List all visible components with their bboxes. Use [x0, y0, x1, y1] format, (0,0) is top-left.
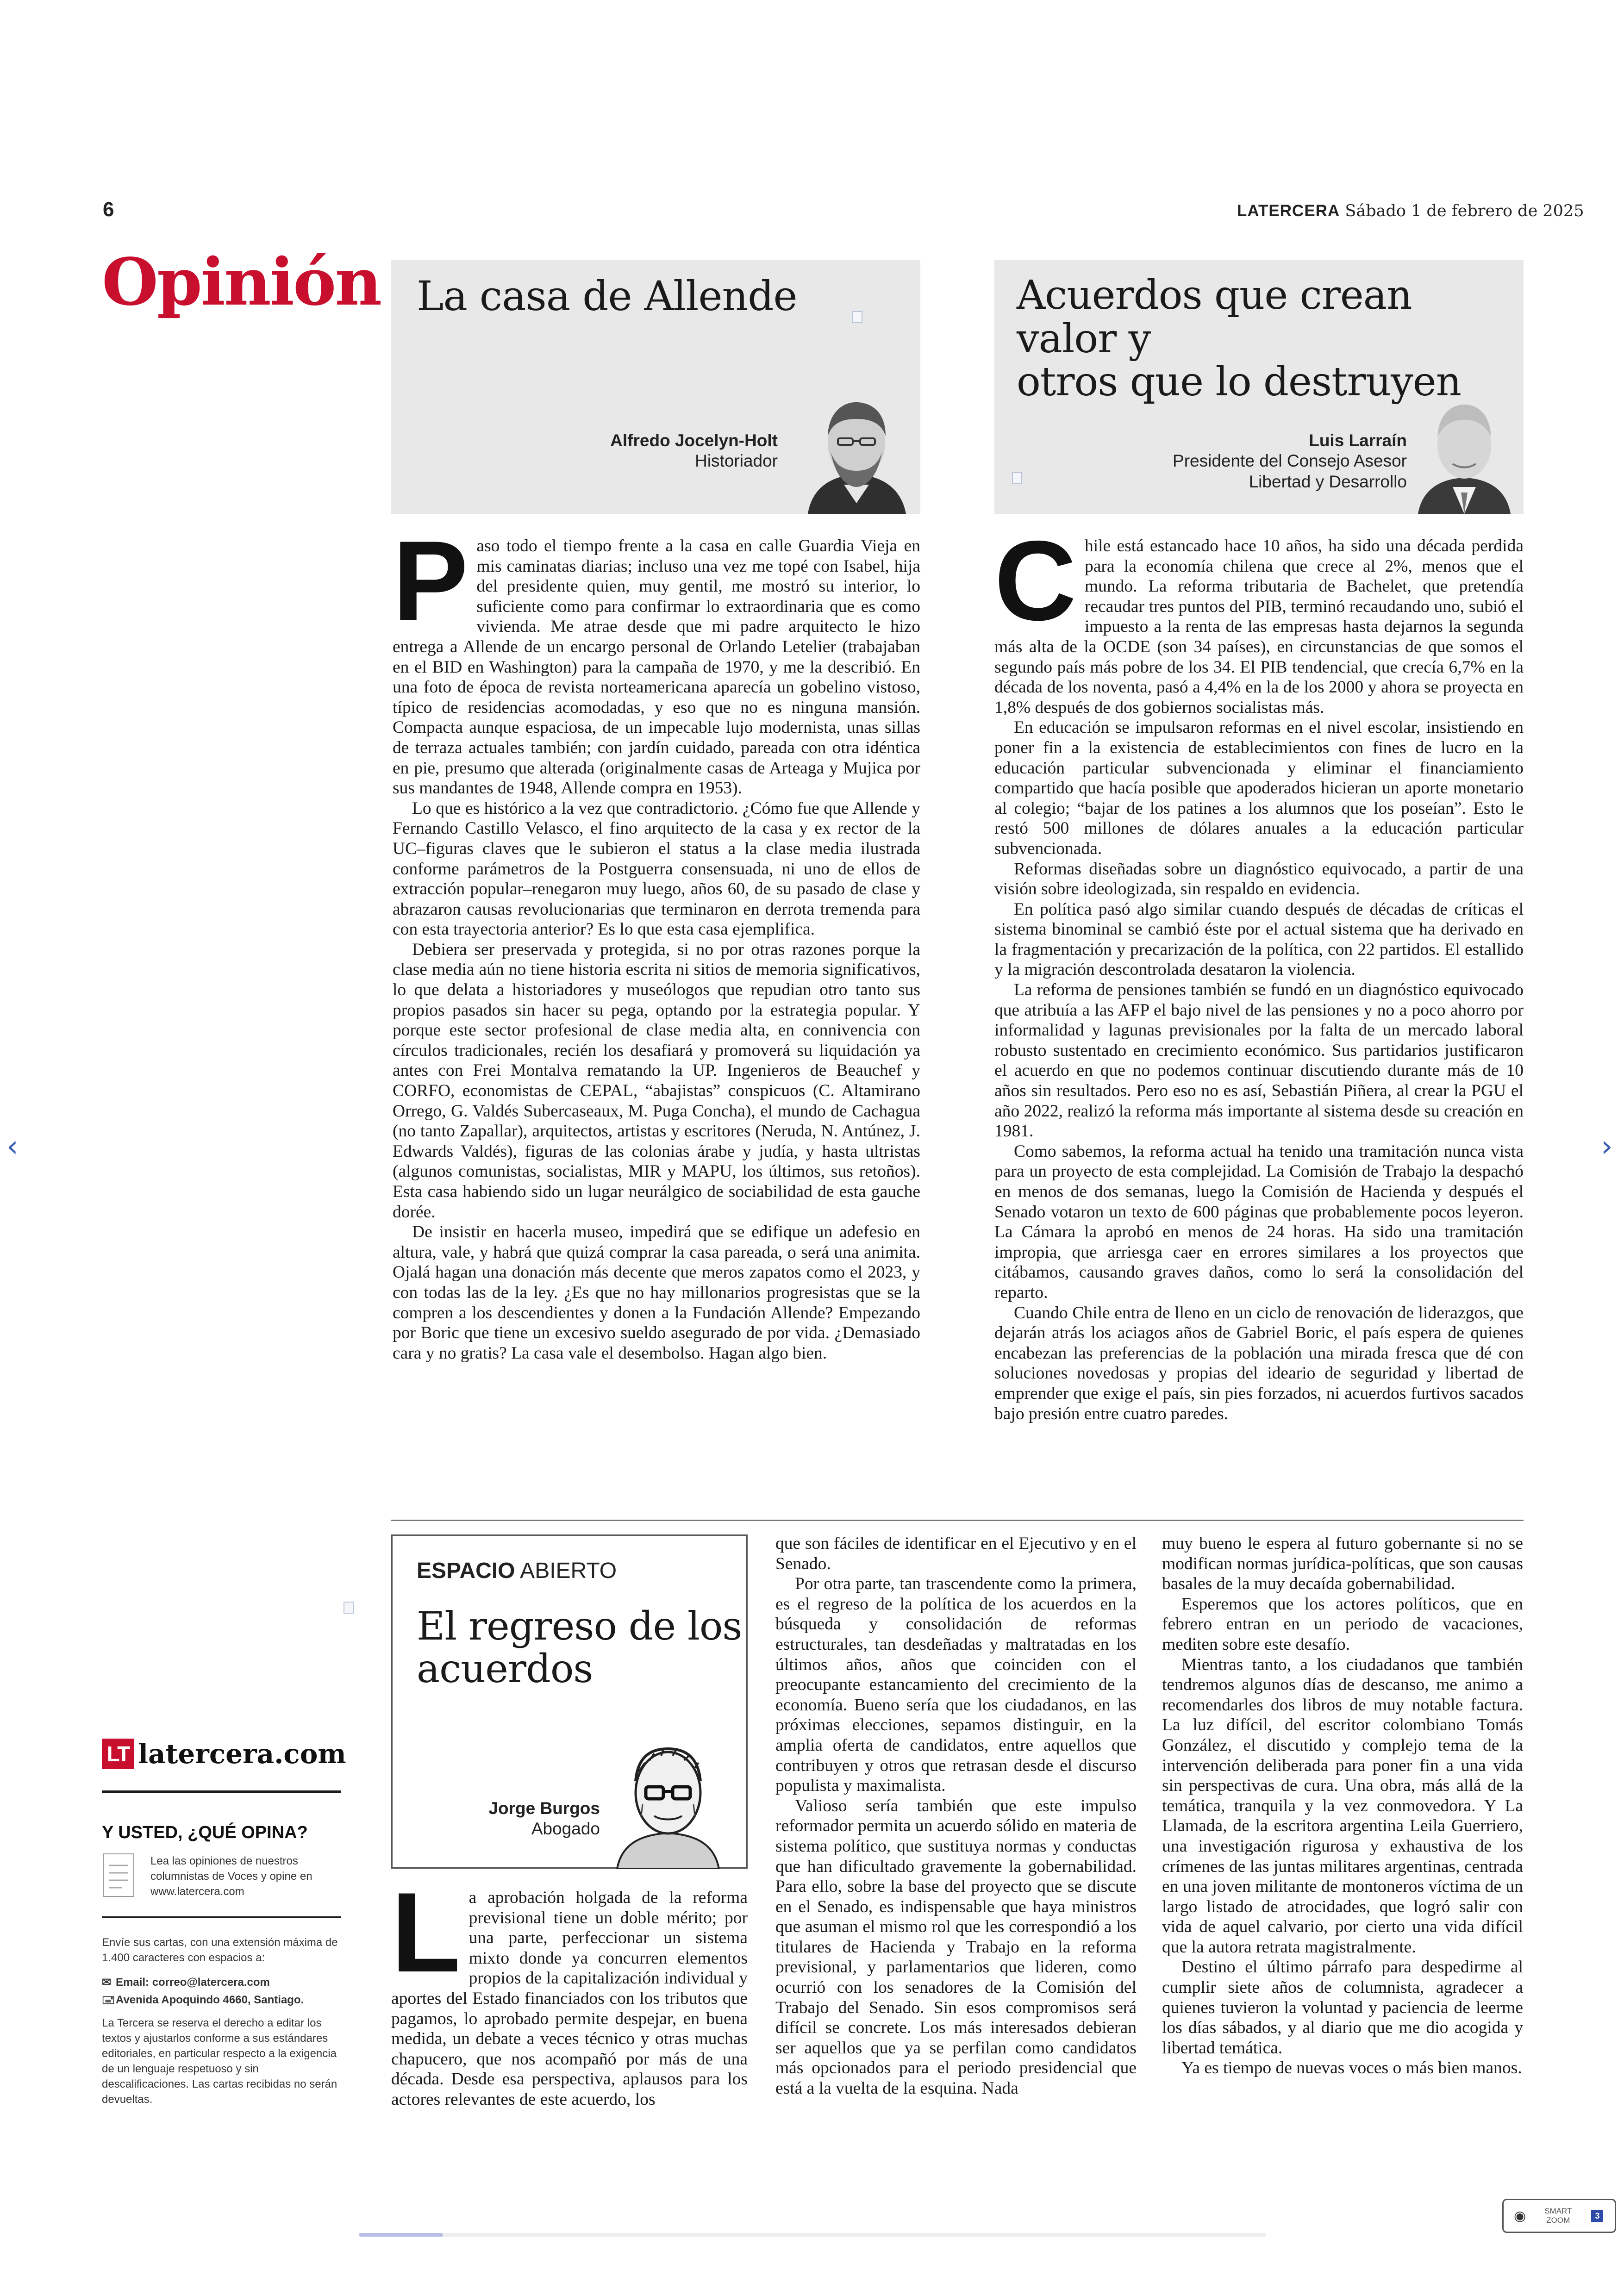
column-title-line: acuerdos	[417, 1646, 593, 1691]
sidebar-heading: Y USTED, ¿QUÉ OPINA?	[102, 1823, 308, 1842]
sidebar-email-row[interactable]	[102, 1975, 343, 1990]
column-title	[1017, 274, 1524, 404]
next-page-button[interactable]	[1601, 1129, 1613, 1164]
section-title: Opinión	[102, 244, 381, 320]
document-icon	[103, 1853, 134, 1897]
issue-date: Sábado 1 de febrero de 2025	[1345, 202, 1584, 220]
author-portrait	[1416, 394, 1513, 514]
column-header-box-2	[994, 260, 1524, 514]
column-title-line: El regreso de los	[417, 1603, 742, 1649]
image-placeholder-icon	[344, 1602, 354, 1614]
byline	[406, 1798, 600, 1840]
column-body-2	[994, 517, 1524, 1424]
author-portrait	[803, 392, 910, 514]
sidebar-rule	[102, 1790, 341, 1793]
paragraph: En educación se impulsaron reformas en el nivel escolar, insistiendo en poner fin a la existencia de establecimientos con fines de lucro en la educación particular subvencionada y eliminar el financiamiento compartido que hacía posible que apoderados hicieran un aporte monetario al colegio; “bajar de los patines a los alumnos que los poseían”. Esto le restó 500 millones de dólares anuales a la educación particular subvencionada.	[994, 718, 1524, 858]
sidebar-invite: Lea las opiniones de nuestros columnistas de Voces y opine en www.latercera.com	[150, 1855, 312, 1898]
drop-cap: C	[994, 517, 1076, 644]
logo-badge: LT	[102, 1739, 134, 1769]
kicker-rest: ABIERTO	[515, 1559, 617, 1583]
espacio-body-col-b	[775, 1534, 1137, 2099]
mail-icon: 🖃	[102, 1994, 115, 2006]
author-name: Luis Larraín	[1309, 431, 1407, 450]
sidebar-email: Email: correo@latercera.com	[116, 1976, 270, 1989]
author-name: Jorge Burgos	[488, 1799, 600, 1818]
paragraph: Mientras tanto, a los ciudadanos que también tendremos algunos días de descanso, me animo a recomendarles dos libros de muy notable factura. La luz difícil, del escritor colombiano Tomás González, el discutido y complejo tema de la intervención deliberada para poner fin a una vida sin perspectivas de cura. Una obra, más allá de la temática, tranquila y la vez conmovedora. Y La Llamada, de la escritora argentina Leila Guerriero, una investigación rigurosa y exhaustiva de los crímenes de las juntas militares argentinas, centrada en una joven militante de montoneros víctima de un largo listado de atrocidades, que logró salir con vida de aquel calvario, por cierto una vida difícil que la autora retrata magistralmente.	[1162, 1655, 1523, 1957]
chevron-right-icon: ›	[1601, 1129, 1613, 1164]
byline	[1083, 430, 1407, 492]
author-role: Libertad y Desarrollo	[1249, 472, 1407, 491]
sidebar-cartas: Envíe sus cartas, con una extensión máxima de 1.400 caracteres con espacios a:	[102, 1936, 338, 1964]
paragraph: Valioso sería también que este impulso reformador permita un acuerdo sólido en materia de sistema político, que sustituya normas y conductas que han dificultado gravemente la gobernabilidad. Para ello, sobre la base del proyecto que se discute en el Senado, es indispensable que haya ministros que asuman el mismo rol que les correspondió a los titulares de Hacienda y Trabajo en la reforma previsional, y parlamentarios que lideren, como ocurrió con los senadores de la Comisión del Trabajo del Senado. Sin esos compromisos será difícil se concrete. Los más interesados debieran ser aquellos que ya se perfilan como candidatos más opcionados para el periodo presidencial que está a la vuelta de la esquina. Nada	[775, 1796, 1137, 2098]
column-title-line: Acuerdos que crean valor y	[1017, 272, 1412, 362]
page-number: 6	[103, 198, 114, 221]
paragraph: a aprobación holgada de la reforma previsional tiene un doble mérito; por una parte, perfeccionar un sistema mixto donde ya concurren elementos propios de la capitalización individual y aportes del Estado financiados con los tributos que pagamos, lo aprobado permite despejar, en buena medida, un debate a veces técnico y otras muchas chapucero, que nos acompañó por más de una década. Desde esa perspectiva, aplausos para los actores relevantes de este acuerdo, los	[391, 1888, 748, 2109]
paragraph: Lo que es histórico a la vez que contradictorio. ¿Cómo fue que Allende y Fernando Castillo Velasco, el fino arquitecto de la casa y ex rector de la UC–figuras claves que le subieron el status a la clase media ilustrada conforme parámetros de la Postguerra consensuada, ni uno de ellos de extracción popular–renegaron muy luego, años 60, de su pasado de clase y abrazaron causas revolucionarias que terminaron en derrota tremenda para con esta trayectoria anterior? Es lo que esta casa ejemplifica.	[393, 798, 920, 939]
author-role: Historiador	[695, 451, 778, 471]
author-role: Presidente del Consejo Asesor	[1173, 451, 1407, 471]
eye-icon: ◉	[1514, 2208, 1526, 2224]
image-placeholder-icon	[1012, 472, 1022, 484]
paragraph: En política pasó algo similar cuando después de décadas de críticas el sistema binominal se cambió éste por el actual sistema que ha derivado en la fragmentación y precarización de la política, con 22 partidos. El estallido y la migración descontrolada desataron la violencia.	[994, 899, 1524, 979]
sidebar-address-row	[102, 1992, 343, 2008]
column-title: La casa de Allende	[417, 272, 797, 320]
sidebar-disclaimer: La Tercera se reserva el derecho a editar los textos y ajustarlos conforme a sus estándares editoriales, en particular respecto a la exigencia de un lenguaje respetuoso y sin descalificaciones. Las cartas recibidas no serán devueltas.	[102, 2017, 337, 2106]
paragraph: De insistir en hacerla museo, impedirá que se edifique un adefesio en altura, vale, y habrá que quizá comprar la casa pareada, o será una animita. Ojalá hagan una donación más decente que meros zapatos como el 2023, y con todas las de la ley. ¿Es que no hay millonarios progresistas que se la compren a los descendientes y donen a la Fundación Allende? Empezando por Boric que tiene un excesivo sueldo asegurado de por vida. ¿Demasiado cara y no gratis? La casa vale el desembolso. Hagan algo bien.	[393, 1222, 920, 1363]
paragraph: Ya es tiempo de nuevas voces o más bien manos.	[1181, 2058, 1522, 2078]
column-title-line: otros que lo destruyen	[1017, 359, 1461, 405]
author-name: Alfredo Jocelyn-Holt	[610, 431, 778, 450]
page-progress-track[interactable]	[359, 2233, 1266, 2237]
kicker	[417, 1558, 617, 1584]
column-title	[417, 1605, 742, 1690]
paragraph: Reformas diseñadas sobre un diagnóstico equivocado, a partir de una visión sobre ideologizada, sin respaldo en evidencia.	[994, 859, 1524, 899]
paragraph: Debiera ser preservada y protegida, si no por otras razones porque la clase media aún no tiene historia escrita ni sitios de memoria significativos, lo que delata a historiadores y museólogos que repudian otro tanto sus propios pasados sin hacer su pega, optando por la estrategia popular. Y porque este sector profesional de clase media alta, en connivencia con círculos tradicionales, recién los desafiará y promoverá su liquidación ya antes con Frei Montalva rematando la UP. Ingenieros de Beauchef y CORFO, economistas de CEPAL, “abajistas” conspicuos (C. Altamirano Orrego, G. Valdés Subercaseaux, M. Puga Concha), el mundo de Cachagua (no tanto Zapallar), arquitectos, artistas y escritores (Neruda, N. Antúnez, J. Edwards Valdés), figuras de las colonias árabe y judía, y hasta ultristas (algunos comunistas, socialistas, MIR y MAPU, los últimos, sus retoños). Esta casa habiendo sido un lugar neurálgico de sociabilidad de esta gauche dorée.	[393, 940, 920, 1222]
paragraph: muy bueno le espera al futuro gobernante si no se modifican normas jurídica-políticas, que son causas basales de la muy decaída gobernabilidad.	[1162, 1534, 1523, 1594]
brand-name: LATERCERA	[1237, 202, 1340, 220]
page-progress-fill	[359, 2233, 443, 2237]
drop-cap: L	[391, 1869, 461, 1996]
document-lines-icon	[104, 1854, 133, 1896]
masthead	[1237, 202, 1584, 220]
smart-zoom-label	[1544, 2207, 1572, 2225]
paragraph: La reforma de pensiones también se fundó en un diagnóstico equivocado que atribuía a las AFP el bajo nivel de las pensiones y no a poco ahorro por informalidad y lagunas previsionales por la falta de un mercado laboral robusto sustentado en crecimiento económico. Sus partidarios justificaron el acuerdo en que no podemos continuar discutiendo durante más de 10 años sin resultados. Pero eso no es así, Sebastián Piñera, al crear la PGU el año 2022, realizó la reforma más importante al sistema desde su creación en 1981.	[994, 980, 1524, 1141]
smart-zoom-count-badge: 3	[1591, 2210, 1603, 2222]
kicker-bold: ESPACIO	[417, 1559, 515, 1583]
section-divider	[391, 1520, 1524, 1521]
sidebar-rule	[102, 1916, 341, 1918]
paragraph: hile está estancado hace 10 años, ha sido una década perdida para la economía chilena que crece al 2%, menos que el mundo. La reforma tributaria de Bachelet, que pretendía recaudar tres puntos del PIB, terminó recaudando uno, subió el impuesto a la renta de las empresas hasta dejarnos la segunda más alta de la OCDE (son 34 países), en circunstancias de que somos el segundo país más pobre de los 34. El PIB tendencial, que crecía 6,7% en la década de los noventa, pasó a 4,4% en la de los 2000 y ahora se proyecta en 1,8% después de dos gobiernos socialistas más.	[994, 536, 1524, 717]
paragraph: Esperemos que los actores políticos, que en febrero entran en un periodo de vacaciones, mediten sobre este desafío.	[1162, 1594, 1523, 1654]
sidebar-address: Avenida Apoquindo 4660, Santiago.	[116, 1994, 304, 2006]
paragraph: aso todo el tiempo frente a la casa en calle Guardia Vieja en mis caminatas diarias; incluso una vez me topé con Isabel, hija del presidente quien, muy gentil, me mostró su interior, lo suficiente como para confirmar lo extraordinaria que es como vivienda. Me atrae desde que mi padre arquitecto le hizo entrega a Allende de un encargo personal de Orlando Letelier (trabajaban en el BID en Washington) para la campaña de 1970, y me la describió. En una foto de época de revista norteamericana aparecía un gobelino vistoso, típico de residencias acomodadas, y eso que no es ninguna mansión. Compacta aunque espaciosa, de un impecable lujo modernista, unas sillas de terraza actuales también; con jardín cuidado, pareada con otra idéntica en pie, presumo que alterada (originalmente casas de Arteaga y Mujica por sus mandantes de 1948, Allende compra en 1953).	[393, 536, 920, 798]
espacio-body-col-a	[391, 1869, 748, 2110]
byline	[500, 430, 778, 472]
email-icon: ✉	[102, 1976, 112, 1989]
smart-zoom-label-line: ZOOM	[1546, 2216, 1570, 2225]
espacio-body-col-c	[1162, 1534, 1523, 2078]
paragraph: Destino el último párrafo para despedirme al cumplir siete años de columnista, agradecer a quienes tuvieron la voluntad y paciencia de leerme los días sábados, y al diario que me dio acogida y libertad temática.	[1162, 1958, 1523, 2058]
column-header-box-1	[391, 260, 920, 514]
chevron-left-icon: ‹	[6, 1129, 19, 1164]
paragraph: Cuando Chile entra de lleno en un ciclo de renovación de liderazgos, que dejarán atrás los aciagos años de Gabriel Boric, el país espera de quienes encabezan las preferencias de la población una mirada fresca que dé con soluciones novedosas y propias del ideario de seguridad y libertad de emprender que exige el país, sin pies forzados, ni acuerdos furtivos sacados bajo presión entre cuatro paredes.	[994, 1303, 1524, 1423]
smart-zoom-label-line: SMART	[1544, 2207, 1572, 2215]
prev-page-button[interactable]	[6, 1129, 19, 1164]
author-role: Abogado	[531, 1819, 600, 1839]
site-logo[interactable]	[102, 1738, 346, 1770]
smart-zoom-button[interactable]	[1502, 2199, 1616, 2233]
paragraph: Por otra parte, tan trascendente como la primera, es el regreso de la política de los acuerdos en la búsqueda y consolidación de reformas estructurales, tan desdeñadas y maltratadas en los últimos años, años que coinciden con el preocupante estancamiento del crecimiento de la economía. Bueno sería que los ciudadanos, en las próximas elecciones, sepamos distinguir, en la amplia oferta de candidatos, entre aquellos que contribuyen y otros que retrasan desde el discurso populista y maximalista.	[775, 1574, 1137, 1796]
paragraph: Como sabemos, la reforma actual ha tenido una tramitación nunca vista para un proyecto de esta complejidad. La Comisión de Trabajo la despachó en menos de dos semanas, luego la Comisión de Hacienda y después el Senado votaron un texto de 600 páginas que probablemente pocos leyeron. La Cámara la aprobó en menos de 24 horas. Ha sido una tramitación impropia, que arriesga caer en errores similares a los proyectos que citábamos, causando graves daños, como lo será la consolidación del reparto.	[994, 1141, 1524, 1302]
espacio-abierto-box	[391, 1534, 748, 1869]
paragraph: que son fáciles de identificar en el Ejecutivo y en el Senado.	[775, 1534, 1137, 1573]
image-placeholder-icon	[852, 311, 862, 323]
drop-cap: P	[393, 517, 468, 644]
author-illustration	[608, 1735, 728, 1869]
logo-domain: latercera.com	[138, 1738, 346, 1770]
column-body-1	[393, 517, 920, 1363]
